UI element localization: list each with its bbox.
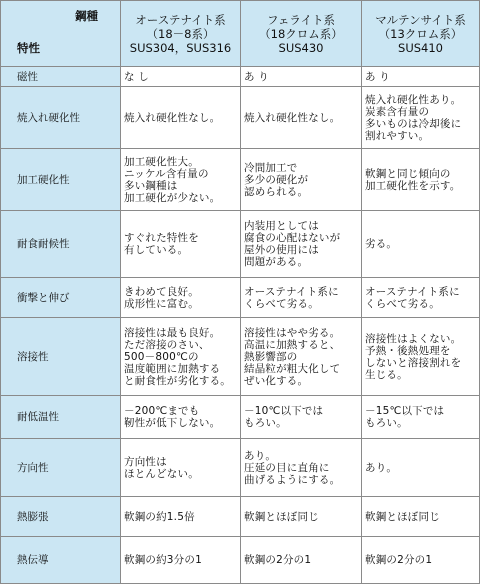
table-cell: 内装用としては 腐食の心配はないが 屋外の使用には 問題がある。 <box>241 211 362 278</box>
table-cell: 焼入れ硬化性なし。 <box>241 87 362 149</box>
table-cell: な し <box>121 67 241 87</box>
table-cell: あ り <box>362 67 480 87</box>
row-label-corrosion-resistance: 耐食耐候性 <box>1 211 121 278</box>
table-cell: あり。 圧延の目に直角に 曲げるようにする。 <box>241 439 362 497</box>
table-row <box>1 149 480 211</box>
table-cell: 軟鋼の2分の1 <box>241 537 362 584</box>
table-row <box>1 396 480 439</box>
row-label-magnetism: 磁性 <box>1 67 121 87</box>
table-cell: 溶接性は最も良好。 ただ溶接のさい、 500－800℃の 温度範囲に加熱する と耐食性が劣化する。 <box>121 318 241 396</box>
table-cell: オーステナイト系に くらべて劣る。 <box>241 278 362 318</box>
row-label-impact-elongation: 衝撃と伸び <box>1 278 121 318</box>
table-cell: オーステナイト系に くらべて劣る。 <box>362 278 480 318</box>
row-label-hardenability: 焼入れ硬化性 <box>1 87 121 149</box>
table-cell: すぐれた特性を 有している。 <box>121 211 241 278</box>
column-sub: （18クロム系） <box>259 26 343 41</box>
corner-header <box>1 1 121 67</box>
table-cell: 焼入れ硬化性あり。 炭素含有量の 多いものは冷却後に 割れやすい。 <box>362 87 480 149</box>
table-cell: －200℃までも 靭性が低下しない。 <box>121 396 241 439</box>
table-cell: 軟鋼と同じ傾向の 加工硬化性を示す。 <box>362 149 480 211</box>
corner-label-steel-type: 鋼種 <box>75 9 98 23</box>
table-row <box>1 278 480 318</box>
row-label-thermal-expansion: 熱膨張 <box>1 497 121 537</box>
table-row <box>1 497 480 537</box>
column-name: オーステナイト系 <box>135 12 226 27</box>
table-cell: きわめて良好。 成形性に富む。 <box>121 278 241 318</box>
corner-label-property: 特性 <box>17 41 40 55</box>
column-grades: SUS410 <box>398 40 443 55</box>
column-grades: SUS430 <box>278 40 324 55</box>
table-cell: あり。 <box>362 439 480 497</box>
row-label-low-temperature: 耐低温性 <box>1 396 121 439</box>
column-header-austenitic <box>121 1 241 67</box>
row-label-work-hardening: 加工硬化性 <box>1 149 121 211</box>
column-name: フェライト系 <box>266 12 336 27</box>
row-label-thermal-conductivity: 熱伝導 <box>1 537 121 584</box>
table-row <box>1 318 480 396</box>
table-cell: 軟鋼の約1.5倍 <box>121 497 241 537</box>
table-cell: 軟鋼の2分の1 <box>362 537 480 584</box>
table-cell: 軟鋼とほぼ同じ <box>362 497 480 537</box>
table-row <box>1 67 480 87</box>
table-cell: 劣る。 <box>362 211 480 278</box>
table-row <box>1 439 480 497</box>
table-row <box>1 537 480 584</box>
table-cell: －15℃以下では もろい。 <box>362 396 480 439</box>
table-cell: 溶接性はよくない。 予熱・後熱処理を しないと溶接割れを 生じる。 <box>362 318 480 396</box>
table-cell: 方向性は ほとんどない。 <box>121 439 241 497</box>
column-grades: SUS304，SUS316 <box>129 40 232 55</box>
table-cell: 軟鋼とほぼ同じ <box>241 497 362 537</box>
row-label-weldability: 溶接性 <box>1 318 121 396</box>
table-cell: 溶接性はやや劣る。 高温に加熱すると、 熱影響部の 結晶粒が粗大化して ぜい化する。 <box>241 318 362 396</box>
column-header-martensitic <box>362 1 480 67</box>
table-cell: 軟鋼の約3分の1 <box>121 537 241 584</box>
table-cell: 冷間加工で 多少の硬化が 認められる。 <box>241 149 362 211</box>
table-cell: 加工硬化性大。 ニッケル含有量の 多い鋼種は 加工硬化が少ない。 <box>121 149 241 211</box>
column-sub: （13クロム系） <box>378 26 463 41</box>
table-row <box>1 211 480 278</box>
table-cell: あ り <box>241 67 362 87</box>
row-label-directionality: 方向性 <box>1 439 121 497</box>
column-name: マルテンサイト系 <box>375 12 466 27</box>
table-row <box>1 87 480 149</box>
column-header-ferritic <box>241 1 362 67</box>
table-cell: －10℃以下では もろい。 <box>241 396 362 439</box>
table-cell: 焼入れ硬化性なし。 <box>121 87 241 149</box>
column-sub: （18－8系） <box>146 26 215 41</box>
header-row <box>1 1 480 67</box>
